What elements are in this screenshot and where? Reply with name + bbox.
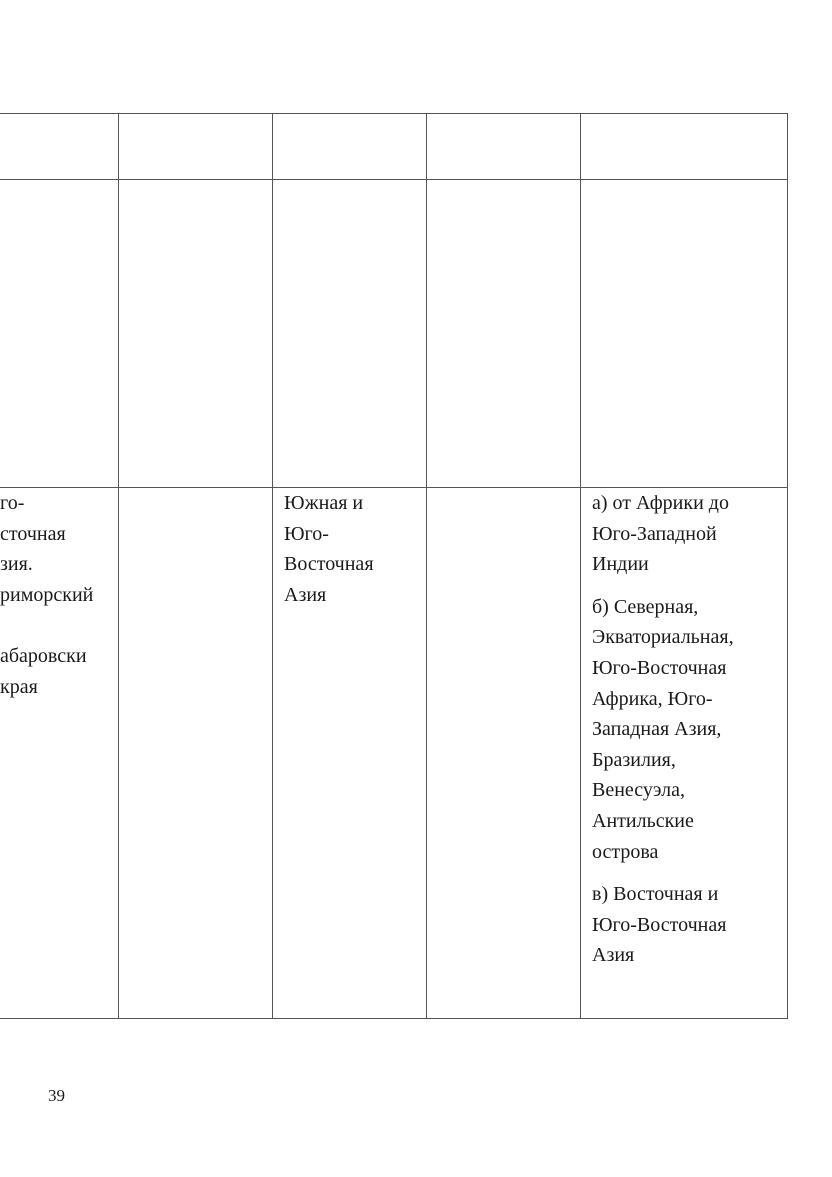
cell-line: Юго-Восточная — [592, 913, 727, 936]
cell-line: зия. — [0, 553, 33, 576]
page-number: 39 — [48, 1086, 65, 1105]
cell-line: сточная — [0, 522, 66, 545]
cell-line: Бразилия, — [592, 748, 676, 771]
cell-line: Восточная — [284, 553, 374, 576]
table-cell-col5-row3 — [592, 488, 782, 971]
cell-line: Экваториальная, — [592, 626, 734, 649]
cell-line: Юго- — [284, 522, 329, 545]
region-paragraph-a — [592, 488, 782, 580]
cell-line: абаровски — [0, 644, 87, 667]
cell-line: Индии — [592, 553, 649, 576]
cell-line: Западная Азия, — [592, 718, 722, 741]
cell-line: Юго-Западной — [592, 522, 717, 545]
cell-line: б) Северная, — [592, 595, 699, 618]
table-cell-col3-row3 — [284, 488, 424, 610]
cell-line: края — [0, 675, 38, 698]
cell-line: Антильские — [592, 809, 694, 832]
cell-line: Азия — [592, 944, 635, 967]
cell-line: Азия — [284, 583, 327, 606]
cell-line: Южная и — [284, 492, 364, 514]
region-paragraph-b — [592, 592, 782, 867]
region-paragraph-c — [592, 879, 782, 971]
cell-line: Юго-Восточная — [592, 656, 727, 679]
cell-line — [0, 610, 115, 641]
cell-line: острова — [592, 840, 659, 863]
cell-line: го- — [0, 492, 25, 514]
cell-line: а) от Африки до — [592, 492, 729, 514]
cell-line: в) Восточная и — [592, 883, 719, 906]
table-cell-col1-row3 — [0, 488, 115, 702]
cell-line: риморский — [0, 583, 94, 606]
cell-line: Африка, Юго- — [592, 687, 713, 710]
cell-line: Венесуэла, — [592, 779, 685, 802]
